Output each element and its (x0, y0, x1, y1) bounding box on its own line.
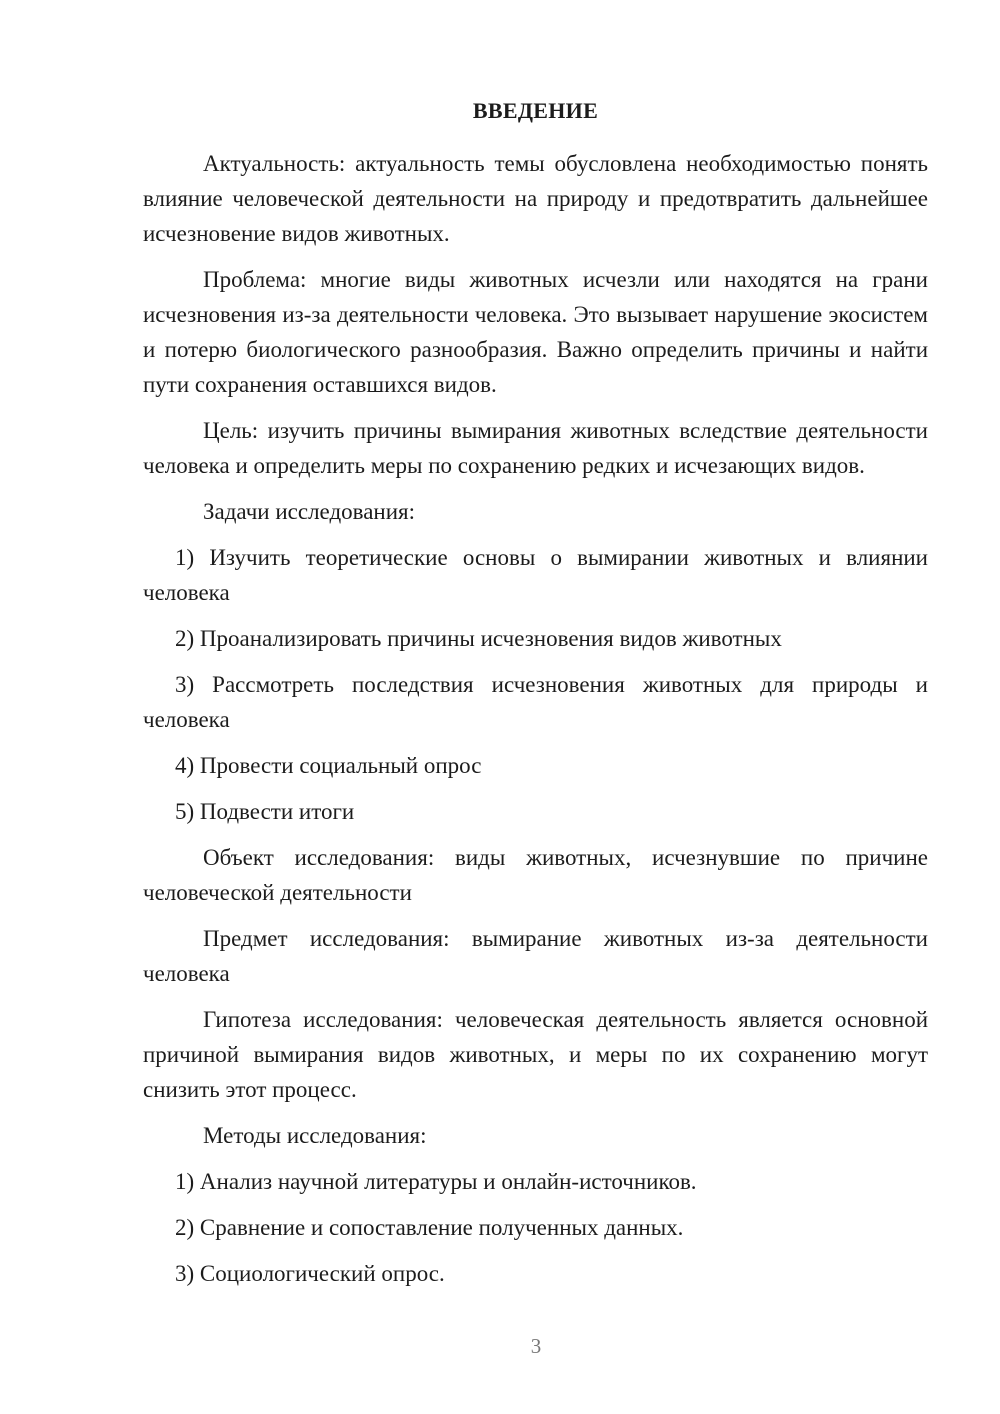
relevance-paragraph: Актуальность: актуальность темы обусловлена необходимостью понять влияние человеческой деятельности на природу и предотвратить дальнейшее исчезновение видов животных. (143, 151, 928, 246)
method-item: 3) Социологический опрос. (175, 1261, 445, 1286)
task-item: 3) Рассмотреть последствия исчезновения животных для природы и человека (143, 672, 928, 732)
methods-title: Методы исследования: (203, 1123, 427, 1148)
task-item: 1) Изучить теоретические основы о вымирании животных и влиянии человека (143, 545, 928, 605)
task-item: 5) Подвести итоги (175, 799, 355, 824)
task-item: 2) Проанализировать причины исчезновения видов животных (175, 626, 782, 651)
problem-paragraph: Проблема: многие виды животных исчезли или находятся на грани исчезновения из-за деятельности человека. Это вызывает нарушение экосистем и потерю биологического разнообразия. Важно определить причины и найти пути сохранения оставшихся видов. (143, 267, 928, 397)
hypothesis-paragraph: Гипотеза исследования: человеческая деятельность является основной причиной вымирания видов животных, и меры по их сохранению могут снизить этот процесс. (143, 1007, 928, 1102)
tasks-title: Задачи исследования: (203, 499, 416, 524)
method-item: 1) Анализ научной литературы и онлайн-источников. (175, 1169, 697, 1194)
method-item: 2) Сравнение и сопоставление полученных данных. (175, 1215, 684, 1240)
page-content (143, 96, 928, 1302)
section-heading: ВВЕДЕНИЕ (472, 98, 599, 123)
object-paragraph: Объект исследования: виды животных, исчезнувшие по причине человеческой деятельности (143, 845, 928, 905)
task-item: 4) Провести социальный опрос (175, 753, 482, 778)
goal-paragraph: Цель: изучить причины вымирания животных вследствие деятельности человека и определить меры по сохранению редких и исчезающих видов. (143, 418, 928, 478)
subject-paragraph: Предмет исследования: вымирание животных из-за деятельности человека (143, 926, 928, 986)
page-number: 3 (530, 1334, 542, 1358)
